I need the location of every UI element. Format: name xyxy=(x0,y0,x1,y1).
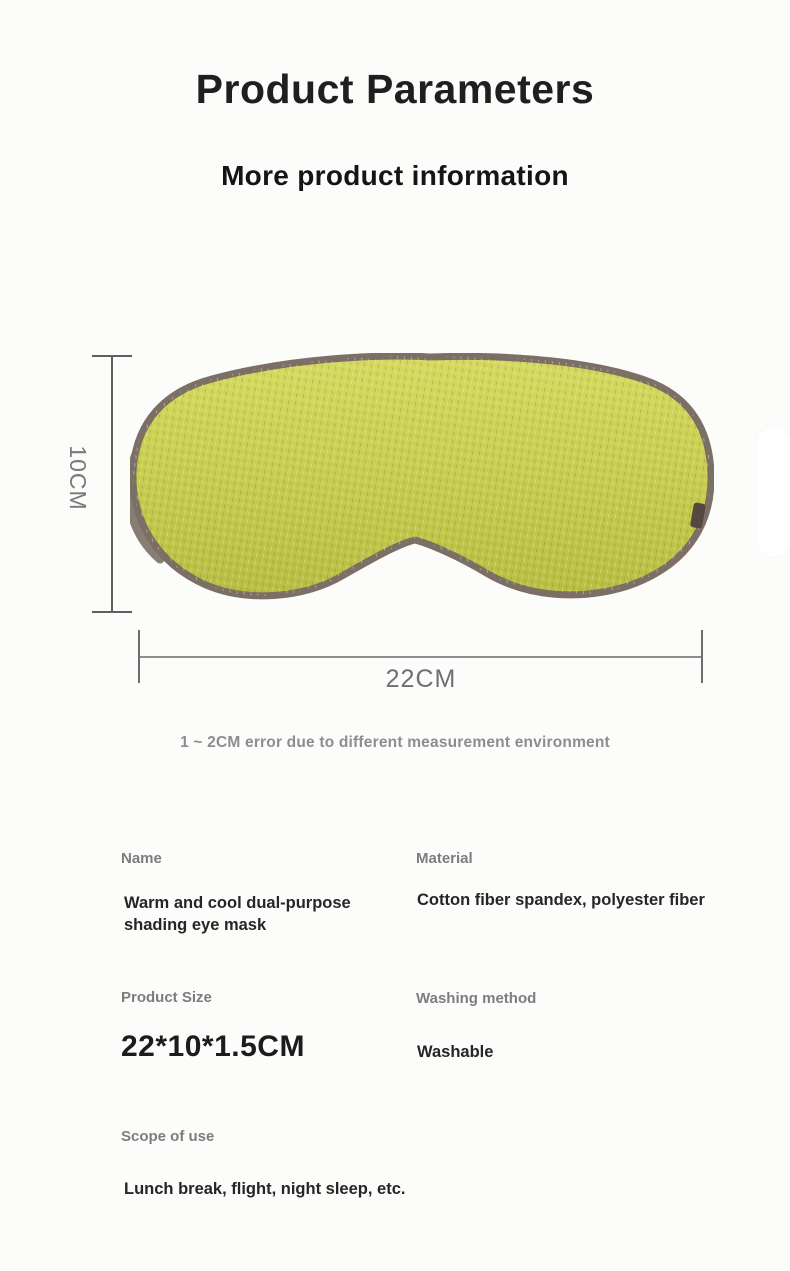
height-dimension-label: 10CM xyxy=(65,445,91,511)
height-dimension-cap-top xyxy=(92,355,132,357)
eye-mask-illustration xyxy=(130,353,714,607)
height-dimension-cap-bottom xyxy=(92,611,132,613)
spec-label-washing-method: Washing method xyxy=(416,990,537,1007)
spec-value-scope-of-use: Lunch break, flight, night sleep, etc. xyxy=(124,1180,406,1198)
spec-label-material: Material xyxy=(416,850,473,867)
height-dimension-line xyxy=(111,356,113,613)
width-dimension-line xyxy=(139,656,703,658)
measurement-note: 1 ~ 2CM error due to different measurement environment xyxy=(180,734,610,751)
spec-value-product-size: 22*10*1.5CM xyxy=(121,1030,305,1063)
spec-label-scope-of-use: Scope of use xyxy=(121,1128,215,1145)
spec-value-washing-method: Washable xyxy=(417,1043,494,1061)
width-dimension-label: 22CM xyxy=(385,665,457,693)
page-subtitle: More product information xyxy=(221,160,569,191)
page-title: Product Parameters xyxy=(195,66,595,112)
spec-value-material: Cotton fiber spandex, polyester fiber xyxy=(417,891,705,909)
spec-label-product-size: Product Size xyxy=(121,989,212,1006)
eye-mask-mesh-texture xyxy=(133,356,711,596)
right-edge-highlight xyxy=(757,427,790,556)
product-photo xyxy=(130,353,714,607)
spec-value-name: Warm and cool dual-purpose shading eye mask xyxy=(124,894,351,934)
spec-label-name: Name xyxy=(121,850,162,867)
